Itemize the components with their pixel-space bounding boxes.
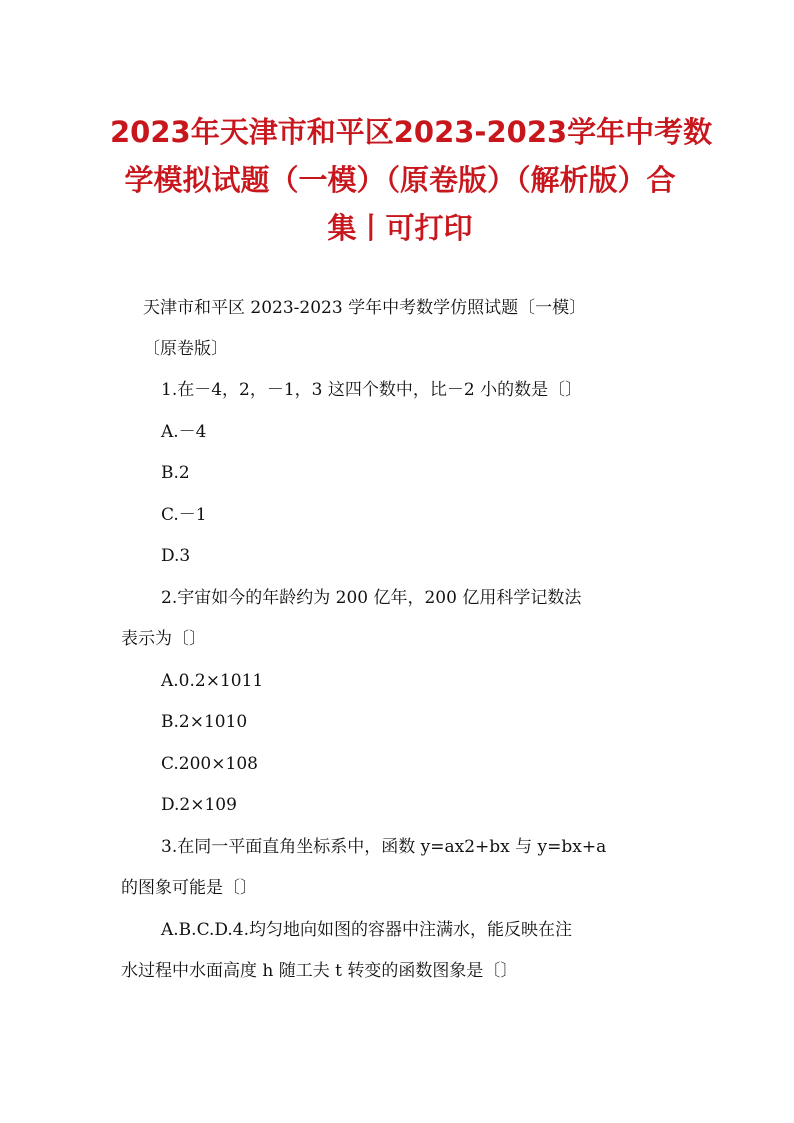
question-1-option-b: B.2 (161, 463, 190, 483)
title-line-3: 集丨可打印 (327, 211, 473, 245)
question-3-stem-line-1: 3.在同一平面直角坐标系中，函数 y=ax2+bx 与 y=bx+a (161, 837, 607, 857)
question-2-option-b: B.2×1010 (161, 712, 248, 732)
exam-header-line-2: 〔原卷版〕 (143, 339, 228, 359)
document-title (110, 108, 713, 252)
question-4-line-2: 水过程中水面高度 h 随工夫 t 转变的函数图象是〔〕 (121, 961, 518, 981)
question-2-stem-line-1: 2.宇宙如今的年龄约为 200 亿年，200 亿用科学记数法 (161, 588, 582, 608)
question-3-stem-line-2: 的图象可能是〔〕 (121, 878, 257, 898)
title-line-1: 2023年天津市和平区2023-2023学年中考数 (110, 115, 713, 149)
title-line-2: 学模拟试题（一模）（原卷版）（解析版）合 (124, 163, 676, 197)
question-1-option-d: D.3 (161, 546, 191, 566)
question-2-option-d: D.2×109 (161, 795, 237, 815)
question-1-option-c: C.－1 (161, 505, 207, 525)
exam-header-line-1: 天津市和平区 2023-2023 学年中考数学仿照试题〔一模〕 (143, 298, 587, 318)
question-2-stem-line-2: 表示为〔〕 (121, 629, 206, 649)
question-1-option-a: A.－4 (161, 422, 207, 442)
question-2-option-a: A.0.2×1011 (161, 671, 264, 691)
question-1-stem: 1.在－4，2，－1，3 这四个数中，比－2 小的数是〔〕 (161, 380, 583, 400)
question-4-line-1: A.B.C.D.4.均匀地向如图的容器中注满水，能反映在注 (161, 920, 573, 940)
question-2-option-c: C.200×108 (161, 754, 258, 774)
